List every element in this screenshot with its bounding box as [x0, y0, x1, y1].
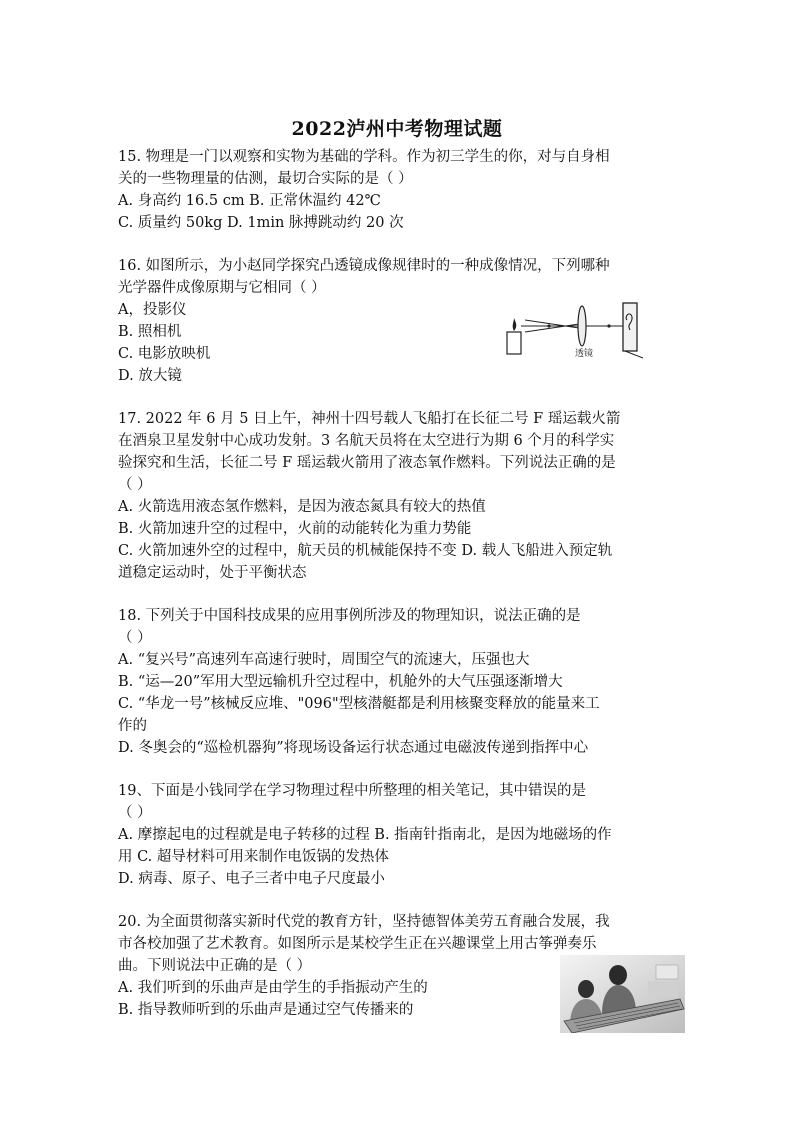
q17-line-2: 在酒泉卫星发射中心成功发射。3 名航天员将在太空进行为期 6 个月的科学实: [118, 433, 615, 449]
q18-line-2: （ ）: [118, 630, 152, 646]
q19-option-ab: A. 摩擦起电的过程就是电子转移的过程 B. 指南针指南北，是因为地磁场的作: [118, 827, 612, 843]
lens-label: 透镜: [575, 349, 594, 359]
q18-line-1: 18. 下列关于中国科技成果的应用事例所涉及的物理知识，说法正确的是: [118, 608, 581, 624]
q18-option-b: B. “运—20”军用大型远输机升空过程中，机舱外的大气压强逐渐增大: [118, 674, 563, 690]
q17-line-4: （ ）: [118, 477, 152, 493]
q15-line-2: 关的一些物理量的估测，最切合实际的是（ ）: [118, 171, 413, 187]
guzheng-photo: [560, 955, 685, 1033]
q20-line-2: 市各校加强了艺术教育。如图所示是某校学生正在兴趣课堂上用古筝弹奏乐: [118, 936, 597, 952]
q18-option-c-cont: 作的: [118, 718, 147, 734]
q20-option-b: B. 指导教师听到的乐曲声是通过空气传播来的: [118, 1002, 414, 1018]
q20-line-1: 20. 为全面贯彻落实新时代党的教育方针，坚持德智体美劳五育融合发展，我: [118, 914, 610, 930]
q18-option-c: C. “华龙一号”核械反应堆、"096"型核潜艇都是利用核聚变释放的能量来工: [118, 696, 600, 712]
q19-option-c: 用 C. 超导材料可用来制作电饭锅的发热体: [118, 849, 389, 865]
q19-option-d: D. 病毒、原子、电子三者中电子尺度最小: [118, 871, 385, 887]
q16-option-b: B. 照相机: [118, 324, 182, 340]
q17-option-c: C. 火箭加速外空的过程中，航天员的机械能保持不变 D. 载人飞船进入预定轨: [118, 543, 613, 559]
q19-line-2: （ ）: [118, 805, 152, 821]
q15-option-ab: A. 身高约 16.5 cm B. 正常休温约 42℃: [118, 193, 381, 209]
q17-line-1: 17. 2022 年 6 月 5 日上午，神州十四号载人飞船打在长征二号 F 瑶运载火箭: [118, 411, 621, 427]
q16-option-a: A，投影仪: [118, 302, 187, 318]
q19-line-1: 19、下面是小钱同学在学习物理过程中所整理的相关笔记，其中错误的是: [118, 783, 586, 799]
q18-option-d: D. 冬奥会的“巡检机器狗”将现场设备运行状态通过电磁波传递到指挥中心: [118, 740, 589, 756]
q16-option-c: C. 电影放映机: [118, 346, 211, 362]
q17-line-3: 验探究和生活，长征二号 F 瑶运载火箭用了液态氧作燃料。下列说法正确的是: [118, 455, 616, 471]
lens-experiment-figure: [505, 298, 645, 360]
q18-option-a: A. “复兴号”高速列车高速行驶时，周围空气的流速大，压强也大: [118, 652, 530, 668]
q15-option-cd: C. 质量约 50kg D. 1min 脉搏跳动约 20 次: [118, 215, 404, 231]
q17-option-a: A. 火箭选用液态氢作燃料，是因为液态氮具有较大的热值: [118, 499, 486, 515]
q16-line-1: 16. 如图所示，为小赵同学探究凸透镜成像规律时的一种成像情况，下列哪种: [118, 258, 610, 274]
q20-option-a: A. 我们听到的乐曲声是由学生的手指振动产生的: [118, 980, 428, 996]
q15-line-1: 15. 物理是一门以观察和实物为基础的学科。作为初三学生的你，对与自身相: [118, 149, 610, 165]
q17-option-b: B. 火箭加速升空的过程中，火前的动能转化为重力势能: [118, 521, 472, 537]
q20-line-3: 曲。下则说法中正确的是（ ）: [118, 958, 312, 974]
page-title: 2022泸州中考物理试题: [291, 118, 503, 140]
q17-option-d: 道稳定运动时，处于平衡状态: [118, 565, 307, 581]
q16-option-d: D. 放大镜: [118, 368, 182, 384]
q16-line-2: 光学器件成像原期与它相同（ ）: [118, 280, 326, 296]
